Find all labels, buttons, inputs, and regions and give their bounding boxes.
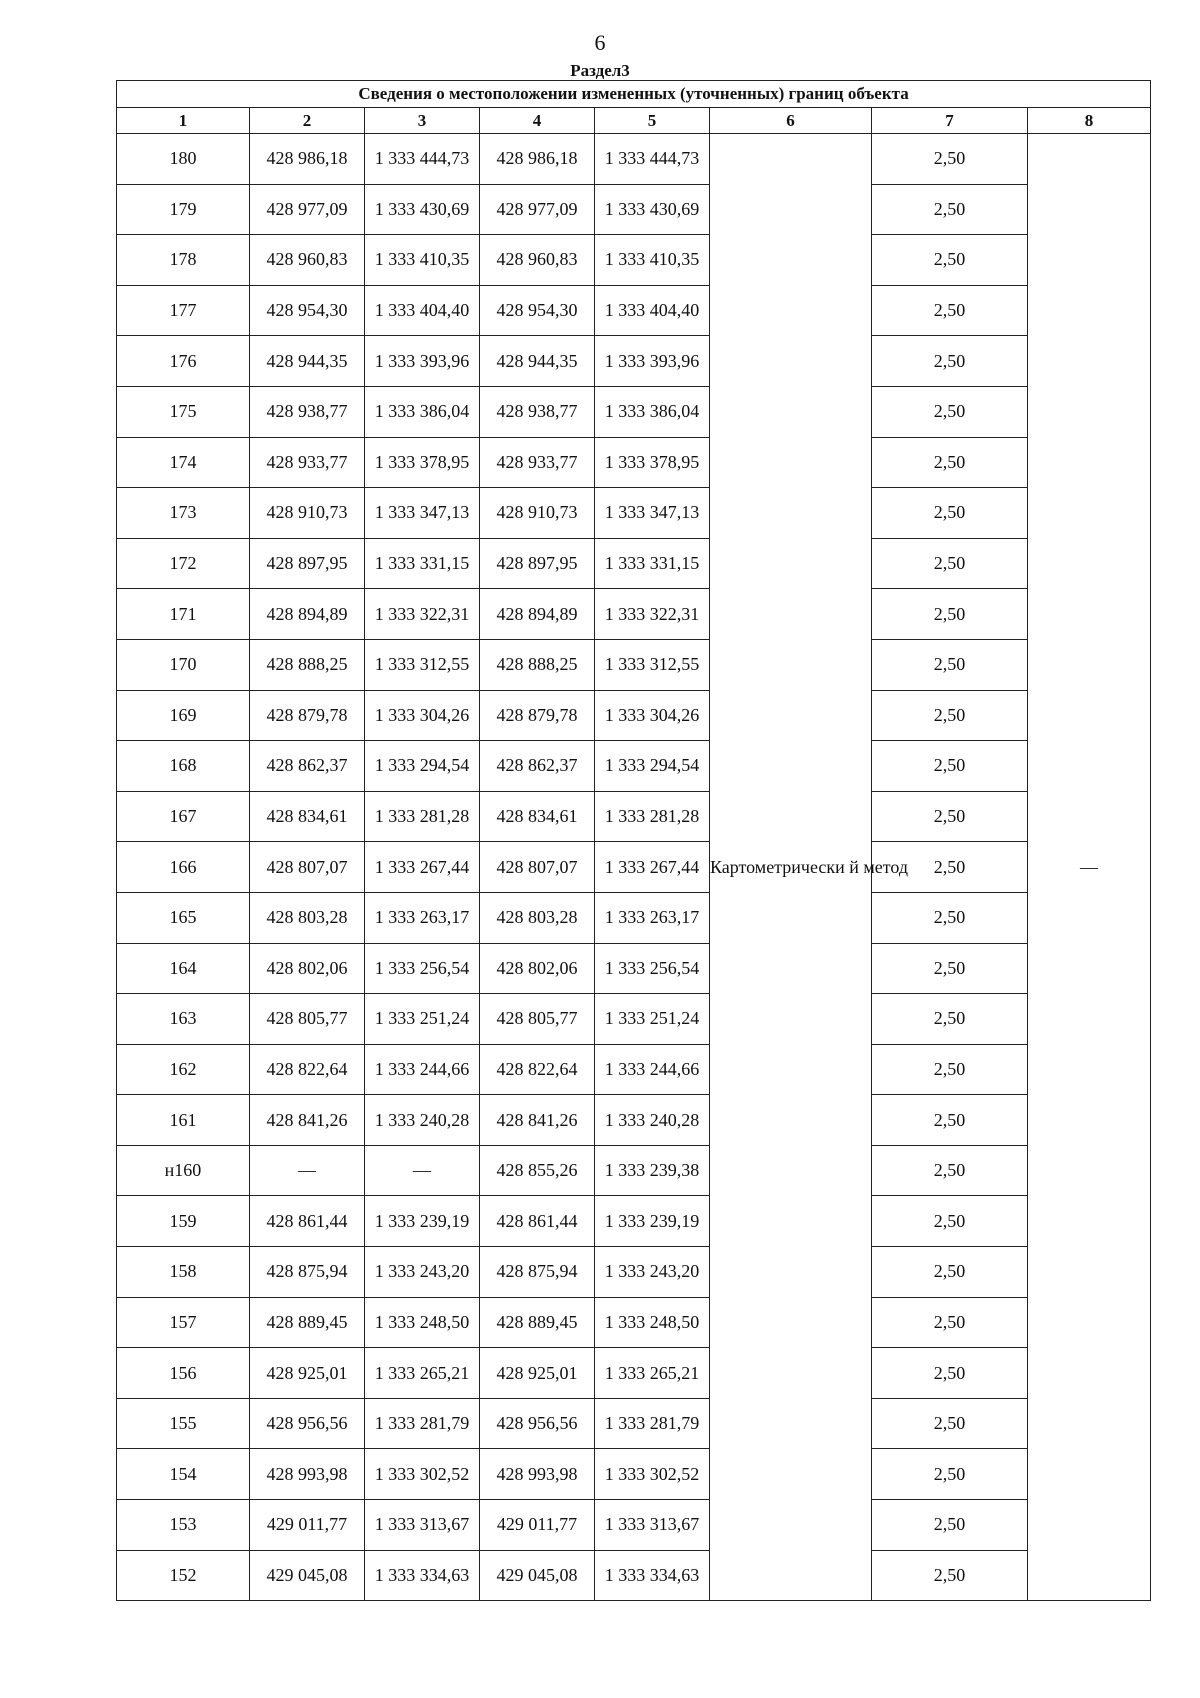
new-x-cell: 428 925,01 [480, 1348, 595, 1399]
table-row [117, 1196, 1151, 1247]
new-y-cell: 1 333 313,67 [595, 1500, 710, 1551]
table-row [117, 690, 1151, 741]
point-number-cell: 166 [117, 842, 250, 893]
accuracy-cell: 2,50 [872, 235, 1028, 286]
new-y-cell: 1 333 322,31 [595, 589, 710, 640]
old-x-cell: 428 841,26 [250, 1095, 365, 1146]
old-y-cell: 1 333 248,50 [365, 1297, 480, 1348]
point-number-cell: 163 [117, 994, 250, 1045]
point-number-cell: 169 [117, 690, 250, 741]
new-x-cell: 428 879,78 [480, 690, 595, 741]
old-x-cell: 428 894,89 [250, 589, 365, 640]
point-number-cell: 174 [117, 437, 250, 488]
point-number-cell: 165 [117, 892, 250, 943]
old-y-cell: 1 333 256,54 [365, 943, 480, 994]
old-y-cell: 1 333 251,24 [365, 994, 480, 1045]
new-x-cell: 428 894,89 [480, 589, 595, 640]
column-number: 4 [480, 108, 595, 134]
new-y-cell: 1 333 256,54 [595, 943, 710, 994]
old-y-cell: 1 333 304,26 [365, 690, 480, 741]
old-x-cell: 428 925,01 [250, 1348, 365, 1399]
table-row [117, 943, 1151, 994]
old-x-cell: 429 011,77 [250, 1500, 365, 1551]
old-y-cell: 1 333 313,67 [365, 1500, 480, 1551]
new-y-cell: 1 333 244,66 [595, 1044, 710, 1095]
new-x-cell: 428 861,44 [480, 1196, 595, 1247]
point-number-cell: 168 [117, 741, 250, 792]
point-number-cell: 158 [117, 1247, 250, 1298]
table-row [117, 892, 1151, 943]
old-x-cell: 428 805,77 [250, 994, 365, 1045]
accuracy-cell: 2,50 [872, 1398, 1028, 1449]
point-number-cell: 172 [117, 538, 250, 589]
accuracy-cell: 2,50 [872, 184, 1028, 235]
accuracy-cell: 2,50 [872, 1044, 1028, 1095]
old-x-cell: 428 954,30 [250, 285, 365, 336]
accuracy-cell: 2,50 [872, 1500, 1028, 1551]
old-y-cell: 1 333 312,55 [365, 639, 480, 690]
column-number: 2 [250, 108, 365, 134]
old-y-cell: 1 333 334,63 [365, 1550, 480, 1601]
point-number-cell: 171 [117, 589, 250, 640]
point-number-cell: 155 [117, 1398, 250, 1449]
old-x-cell: 428 960,83 [250, 235, 365, 286]
point-number-cell: н160 [117, 1145, 250, 1196]
new-x-cell: 428 834,61 [480, 791, 595, 842]
new-x-cell: 428 875,94 [480, 1247, 595, 1298]
table-row [117, 1550, 1151, 1601]
new-x-cell: 429 045,08 [480, 1550, 595, 1601]
accuracy-cell: 2,50 [872, 1196, 1028, 1247]
accuracy-cell: 2,50 [872, 1348, 1028, 1399]
old-y-cell: 1 333 378,95 [365, 437, 480, 488]
table-row [117, 538, 1151, 589]
old-x-cell: 428 993,98 [250, 1449, 365, 1500]
accuracy-cell: 2,50 [872, 639, 1028, 690]
accuracy-cell: 2,50 [872, 1550, 1028, 1601]
old-y-cell: 1 333 302,52 [365, 1449, 480, 1500]
new-y-cell: 1 333 386,04 [595, 386, 710, 437]
table-caption: Сведения о местоположении измененных (уточненных) границ объекта [117, 81, 1151, 108]
old-y-cell: 1 333 265,21 [365, 1348, 480, 1399]
column-number: 8 [1028, 108, 1151, 134]
old-x-cell: 429 045,08 [250, 1550, 365, 1601]
point-number-cell: 173 [117, 488, 250, 539]
old-x-cell: 428 834,61 [250, 791, 365, 842]
table-row [117, 134, 1151, 185]
new-x-cell: 428 986,18 [480, 134, 595, 185]
column-number: 5 [595, 108, 710, 134]
point-number-cell: 167 [117, 791, 250, 842]
table-row [117, 235, 1151, 286]
new-x-cell: 428 910,73 [480, 488, 595, 539]
table-row [117, 994, 1151, 1045]
old-y-cell: 1 333 263,17 [365, 892, 480, 943]
accuracy-cell: 2,50 [872, 791, 1028, 842]
table-row [117, 336, 1151, 387]
point-number-cell: 161 [117, 1095, 250, 1146]
accuracy-cell: 2,50 [872, 741, 1028, 792]
old-y-cell: 1 333 430,69 [365, 184, 480, 235]
point-number-cell: 153 [117, 1500, 250, 1551]
new-y-cell: 1 333 265,21 [595, 1348, 710, 1399]
new-y-cell: 1 333 281,28 [595, 791, 710, 842]
point-number-cell: 154 [117, 1449, 250, 1500]
old-x-cell: 428 807,07 [250, 842, 365, 893]
old-x-cell: 428 862,37 [250, 741, 365, 792]
old-y-cell: 1 333 294,54 [365, 741, 480, 792]
table-row [117, 437, 1151, 488]
accuracy-cell: 2,50 [872, 285, 1028, 336]
point-number-cell: 159 [117, 1196, 250, 1247]
old-y-cell: — [365, 1145, 480, 1196]
table-row [117, 1297, 1151, 1348]
column-number: 6 [710, 108, 872, 134]
old-y-cell: 1 333 240,28 [365, 1095, 480, 1146]
new-y-cell: 1 333 248,50 [595, 1297, 710, 1348]
new-x-cell: 428 977,09 [480, 184, 595, 235]
old-x-cell: 428 986,18 [250, 134, 365, 185]
table-row [117, 1348, 1151, 1399]
old-y-cell: 1 333 404,40 [365, 285, 480, 336]
old-y-cell: 1 333 243,20 [365, 1247, 480, 1298]
new-y-cell: 1 333 243,20 [595, 1247, 710, 1298]
point-number-cell: 178 [117, 235, 250, 286]
new-y-cell: 1 333 281,79 [595, 1398, 710, 1449]
old-y-cell: 1 333 410,35 [365, 235, 480, 286]
old-x-cell: — [250, 1145, 365, 1196]
column-number: 1 [117, 108, 250, 134]
old-x-cell: 428 933,77 [250, 437, 365, 488]
point-number-cell: 162 [117, 1044, 250, 1095]
point-number-cell: 176 [117, 336, 250, 387]
accuracy-cell: 2,50 [872, 538, 1028, 589]
old-y-cell: 1 333 393,96 [365, 336, 480, 387]
accuracy-cell: 2,50 [872, 1297, 1028, 1348]
new-x-cell: 428 822,64 [480, 1044, 595, 1095]
new-x-cell: 428 841,26 [480, 1095, 595, 1146]
old-x-cell: 428 822,64 [250, 1044, 365, 1095]
accuracy-cell: 2,50 [872, 1449, 1028, 1500]
old-x-cell: 428 879,78 [250, 690, 365, 741]
table-row [117, 589, 1151, 640]
new-y-cell: 1 333 304,26 [595, 690, 710, 741]
old-y-cell: 1 333 267,44 [365, 842, 480, 893]
point-number-cell: 179 [117, 184, 250, 235]
old-x-cell: 428 802,06 [250, 943, 365, 994]
new-y-cell: 1 333 404,40 [595, 285, 710, 336]
new-y-cell: 1 333 393,96 [595, 336, 710, 387]
table-row [117, 1398, 1151, 1449]
old-x-cell: 428 897,95 [250, 538, 365, 589]
boundary-table [116, 80, 1151, 1601]
old-x-cell: 428 956,56 [250, 1398, 365, 1449]
table-row [117, 1247, 1151, 1298]
table-row [117, 1044, 1151, 1095]
old-x-cell: 428 889,45 [250, 1297, 365, 1348]
accuracy-cell: 2,50 [872, 1247, 1028, 1298]
old-y-cell: 1 333 239,19 [365, 1196, 480, 1247]
accuracy-cell: 2,50 [872, 488, 1028, 539]
new-y-cell: 1 333 263,17 [595, 892, 710, 943]
new-x-cell: 428 954,30 [480, 285, 595, 336]
point-number-cell: 152 [117, 1550, 250, 1601]
old-y-cell: 1 333 244,66 [365, 1044, 480, 1095]
method-cell: Картометрически й метод [710, 134, 872, 1601]
new-y-cell: 1 333 312,55 [595, 639, 710, 690]
new-x-cell: 428 862,37 [480, 741, 595, 792]
old-y-cell: 1 333 444,73 [365, 134, 480, 185]
new-y-cell: 1 333 334,63 [595, 1550, 710, 1601]
accuracy-cell: 2,50 [872, 386, 1028, 437]
new-y-cell: 1 333 267,44 [595, 842, 710, 893]
new-x-cell: 428 802,06 [480, 943, 595, 994]
old-y-cell: 1 333 281,79 [365, 1398, 480, 1449]
column-number: 7 [872, 108, 1028, 134]
old-x-cell: 428 910,73 [250, 488, 365, 539]
new-y-cell: 1 333 347,13 [595, 488, 710, 539]
accuracy-cell: 2,50 [872, 1145, 1028, 1196]
new-x-cell: 428 933,77 [480, 437, 595, 488]
old-x-cell: 428 977,09 [250, 184, 365, 235]
new-x-cell: 428 855,26 [480, 1145, 595, 1196]
new-x-cell: 428 960,83 [480, 235, 595, 286]
new-x-cell: 428 956,56 [480, 1398, 595, 1449]
accuracy-cell: 2,50 [872, 994, 1028, 1045]
table-row [117, 1449, 1151, 1500]
point-number-cell: 156 [117, 1348, 250, 1399]
accuracy-cell: 2,50 [872, 943, 1028, 994]
new-y-cell: 1 333 430,69 [595, 184, 710, 235]
old-y-cell: 1 333 331,15 [365, 538, 480, 589]
new-y-cell: 1 333 240,28 [595, 1095, 710, 1146]
new-y-cell: 1 333 302,52 [595, 1449, 710, 1500]
old-x-cell: 428 888,25 [250, 639, 365, 690]
new-x-cell: 428 944,35 [480, 336, 595, 387]
accuracy-cell: 2,50 [872, 589, 1028, 640]
table-row [117, 842, 1151, 893]
old-x-cell: 428 944,35 [250, 336, 365, 387]
new-x-cell: 428 807,07 [480, 842, 595, 893]
point-number-cell: 170 [117, 639, 250, 690]
point-number-cell: 180 [117, 134, 250, 185]
page-number: 6 [594, 30, 606, 55]
old-x-cell: 428 861,44 [250, 1196, 365, 1247]
table-row [117, 791, 1151, 842]
table-row [117, 1095, 1151, 1146]
new-x-cell: 429 011,77 [480, 1500, 595, 1551]
old-y-cell: 1 333 322,31 [365, 589, 480, 640]
point-number-cell: 177 [117, 285, 250, 336]
old-x-cell: 428 875,94 [250, 1247, 365, 1298]
table-row [117, 1500, 1151, 1551]
old-x-cell: 428 803,28 [250, 892, 365, 943]
table-row [117, 1145, 1151, 1196]
new-y-cell: 1 333 294,54 [595, 741, 710, 792]
new-y-cell: 1 333 239,19 [595, 1196, 710, 1247]
new-y-cell: 1 333 444,73 [595, 134, 710, 185]
new-y-cell: 1 333 239,38 [595, 1145, 710, 1196]
column-number: 3 [365, 108, 480, 134]
new-y-cell: 1 333 251,24 [595, 994, 710, 1045]
table-row [117, 386, 1151, 437]
point-number-cell: 157 [117, 1297, 250, 1348]
table-row [117, 184, 1151, 235]
accuracy-cell: 2,50 [872, 134, 1028, 185]
new-x-cell: 428 888,25 [480, 639, 595, 690]
new-x-cell: 428 889,45 [480, 1297, 595, 1348]
accuracy-cell: 2,50 [872, 437, 1028, 488]
table-row [117, 285, 1151, 336]
new-x-cell: 428 803,28 [480, 892, 595, 943]
accuracy-cell: 2,50 [872, 842, 1028, 893]
point-number-cell: 175 [117, 386, 250, 437]
table-row [117, 741, 1151, 792]
accuracy-cell: 2,50 [872, 892, 1028, 943]
table-row [117, 639, 1151, 690]
table-row [117, 488, 1151, 539]
new-x-cell: 428 897,95 [480, 538, 595, 589]
old-y-cell: 1 333 347,13 [365, 488, 480, 539]
new-x-cell: 428 805,77 [480, 994, 595, 1045]
old-x-cell: 428 938,77 [250, 386, 365, 437]
new-x-cell: 428 993,98 [480, 1449, 595, 1500]
old-y-cell: 1 333 281,28 [365, 791, 480, 842]
old-y-cell: 1 333 386,04 [365, 386, 480, 437]
accuracy-cell: 2,50 [872, 336, 1028, 387]
new-y-cell: 1 333 331,15 [595, 538, 710, 589]
accuracy-cell: 2,50 [872, 690, 1028, 741]
new-x-cell: 428 938,77 [480, 386, 595, 437]
section-title: Раздел3 [570, 61, 630, 80]
point-number-cell: 164 [117, 943, 250, 994]
accuracy-cell: 2,50 [872, 1095, 1028, 1146]
new-y-cell: 1 333 378,95 [595, 437, 710, 488]
column8-cell: — [1028, 134, 1151, 1601]
table-body [117, 134, 1151, 1601]
new-y-cell: 1 333 410,35 [595, 235, 710, 286]
